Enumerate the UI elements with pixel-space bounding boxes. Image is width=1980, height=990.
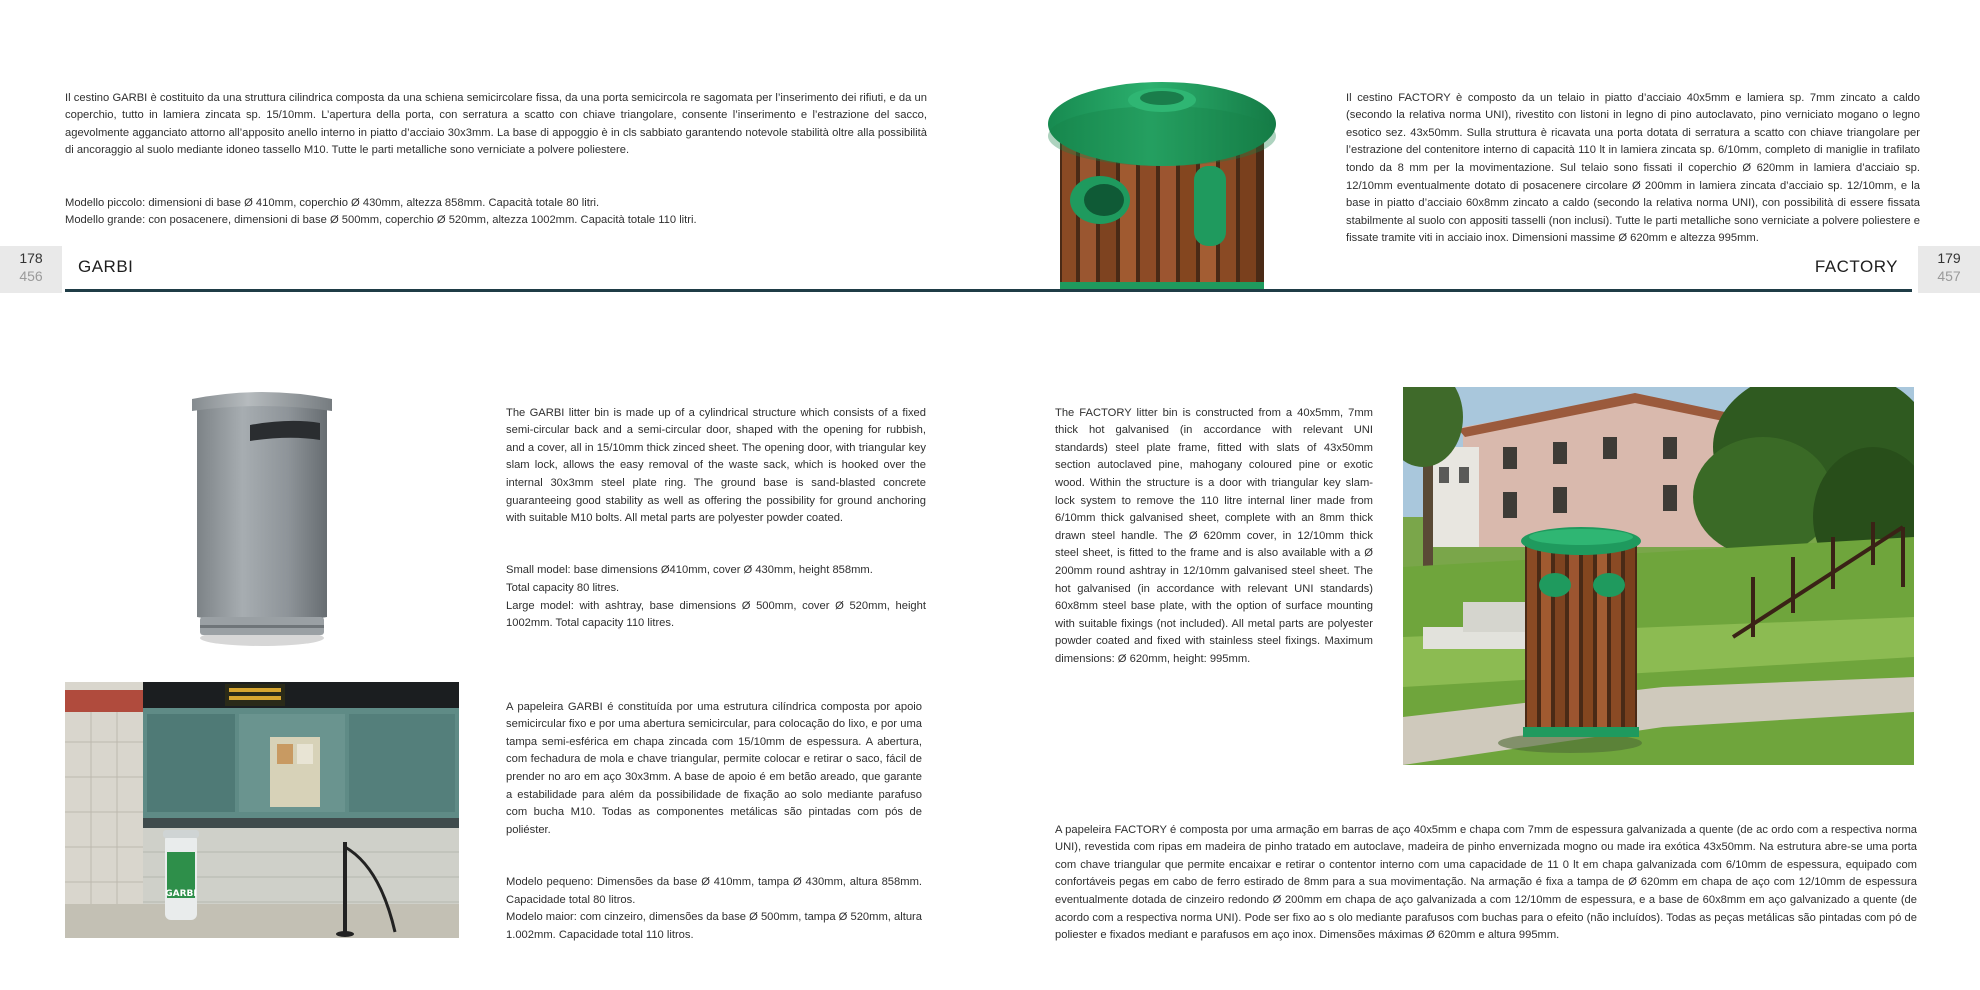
header-rule <box>65 289 1912 292</box>
factory-italian-text <box>1346 72 1920 266</box>
factory-italian-description: Il cestino FACTORY è composto da un telaio in piatto d’acciaio 40x5mm e lamiera sp. 7mm zincato a caldo (secondo la relativa norma UNI), rivestito con listoni in legno di pino autoclavato, pino verniciato mogano o legno esotico sez. 43x50mm. Sulla struttura è ricavata una porta dotata di serratura a scatto con chiave triangolare per l’estrazione del contenitore interno di capacità 110 lt in lamiera zincata sp. 6/10mm, completo di maniglie in trafilato tondo da 8 mm per la movimentazione. Sul telaio sono fissati il coperchio Ø 620mm in lamiera d’acciaio sp. 12/10mm eventualmente dotato di posacenere circolare Ø 200mm in lamiera zincata d’acciaio sp. 12/10mm, e la base in piatto d’acciaio 60x8mm zincato a caldo (secondo la relativa norma UNI), con possibilità di essere fissata stabilmente al suolo con appositi tasselli (non inclusi). Tutte le parti metalliche sono verniciate a polvere poliestere e fissate tramite viti in acciaio inox. Dimensioni massime Ø 620mm e altezza 995mm. <box>1346 91 1920 245</box>
page-number-alt: 457 <box>1937 268 1961 284</box>
photo-sign-text: GARBI <box>165 889 197 899</box>
garbi-portuguese-text <box>506 681 922 962</box>
garbi-english-text <box>506 387 926 650</box>
garbi-english-description: The GARBI litter bin is made up of a cylindrical structure which consists of a fixed semi-circular back and a semi-circular door, shaped with the opening for rubbish, and a cover, all in 15/10mm thick zinced sheet. The opening door, with triangular key slam lock, allows the easy removal of the waste sack, which is hooked over the internal 30x3mm steel plate ring. The ground base is sand-blasted concrete guaranteeing good stability as well as offering the possibility for ground anchoring with suitable M10 bolts. All metal parts are polyester powder coated. <box>506 406 926 525</box>
garbi-italian-models: Modello piccolo: dimensioni di base Ø 410mm, coperchio Ø 430mm, altezza 858mm. Capacità totale 80 litri. Modello grande: con posacenere, dimensioni di base Ø 500mm, coperchio Ø 520mm, altezza 1002mm. Capacità totale 110 litri. <box>65 196 697 227</box>
section-title-factory: FACTORY <box>1814 257 1898 276</box>
factory-portuguese-text <box>1055 804 1917 962</box>
factory-product-image <box>1046 74 1278 290</box>
factory-english-text <box>1055 387 1373 686</box>
factory-portuguese-description: A papeleira FACTORY é composta por uma armação em barras de aço 40x5mm e chapa com 7mm de espessura galvanizada a quente (de ac ordo com a respectiva norma UNI), revestida com ripas em madeira de pinho tratado em autoclave, madeira de pinho envernizada mogno ou made ira exótica 43x50mm. Na estrutura abre-se uma porta com chave triangular que permite encaixar e retirar o contentor interno com uma capacidade de 11 0 lt em chapa galvanizada com 6/10mm de espessura, equipado com confortáveis pegas em cabo de ferro estirado de 8mm para a sua movimentação. Na armação é fixa a tampa de Ø 620mm em chapa de aço com 12/10mm de espessura eventualmente dotada de cinzeiro redondo Ø 200mm em chapa de aço galvanizada a com 12/10mm de espessura, e a base de 60x8mm em aço galvanizado a quente (de acordo com a respectiva norma UNI). Pode ser fixo ao s olo mediante parafusos com buchas para o efeito (não incluídos). Todas as peças metálicas são pintadas com pó de poliester e fixados mediant e parafusos em aço inox. Dimensões máximas Ø 620mm e altura 995mm. <box>1055 823 1917 942</box>
page-number: 178 <box>19 250 43 266</box>
factory-park-photo <box>1403 387 1914 765</box>
garbi-portuguese-models: Modelo pequeno: Dimensões da base Ø 410mm, tampa Ø 430mm, altura 858mm. Capacidade total 80 litros. Modelo maior: com cinzeiro, dimensões da base Ø 500mm, tampa Ø 520mm, altura 1.002mm. Capacidade total 110 litros. <box>506 875 922 941</box>
garbi-english-models: Small model: base dimensions Ø410mm, cover Ø 430mm, height 858mm. Total capacity 80 litres. Large model: with ashtray, base dimensions Ø 500mm, cover Ø 520mm, height 1002mm. Total capacity 110 litres. <box>506 564 926 630</box>
garbi-italian-description: Il cestino GARBI è costituito da una struttura cilindrica composta da una schiena semicircolare fissa, da una porta semicircola re sagomata per l’inserimento dei rifiuti, e da un coperchio, tutto in lamiera zincata sp. 15/10mm. L’apertura della porta, con serratura a scatto con chiave triangolare, consente l’inserimento e l’estrazione del sacco, agevolmente agganciato attorno all’apposito anello interno in piatto d’acciaio 30x3mm. La base di appoggio è in cls sabbiato garantendo notevole stabilità oltre alla possibilità di ancoraggio al suolo mediante idoneo tassello M10. Tutte le parti metalliche sono verniciate a polvere poliestere. <box>65 91 927 157</box>
garbi-station-photo <box>65 682 459 938</box>
page-number-left <box>0 246 62 293</box>
page-number: 179 <box>1937 250 1961 266</box>
page-number-alt: 456 <box>19 268 43 284</box>
page-number-right <box>1918 246 1980 293</box>
garbi-italian-text <box>65 72 927 247</box>
factory-english-description: The FACTORY litter bin is constructed from a 40x5mm, 7mm thick hot galvanised (in accordance with relevant UNI standards) steel plate frame, fitted with slats of 43x50mm section autoclaved pine, mahogany coloured pine or exotic wood. Within the structure is a door with triangular key slam-lock system to remove the 110 litre internal liner made from 6/10mm thick galvanised sheet, complete with an 8mm thick drawn steel handle. The Ø 620mm cover, in 12/10mm thick steel sheet, is fitted to the frame and is also available with a Ø 200mm round ashtray in 12/10mm galvanised steel sheet. The hot galvanised (in accordance with relevant UNI standards) 60x8mm steel base plate, with the option of surface mounting with suitable fixings (not included). All metal parts are polyester powder coated and fixed with stainless steel fixings. Maximum dimensions: Ø 620mm, height: 995mm. <box>1055 406 1373 665</box>
garbi-product-image <box>180 385 345 650</box>
garbi-portuguese-description: A papeleira GARBI é constituída por uma estrutura cilíndrica composta por apoio semicircular fixo e por uma abertura semicircular, para colocação do lixo, e por uma tampa semi-esférica em chapa zincada com 15/10mm de espessura. A abertura, com fechadura de mola e chave triangular, permite colocar e retirar o saco, fácil de prender no aro em aço 30x3mm. A base de apoio é em betão areado, que garante a estabilidade para além da possibilidade de fixação ao solo mediante parafuso com bucha M10. Todas as componentes metálicas são pintadas com pós de poliéster. <box>506 700 922 836</box>
section-title-garbi: GARBI <box>78 257 134 276</box>
